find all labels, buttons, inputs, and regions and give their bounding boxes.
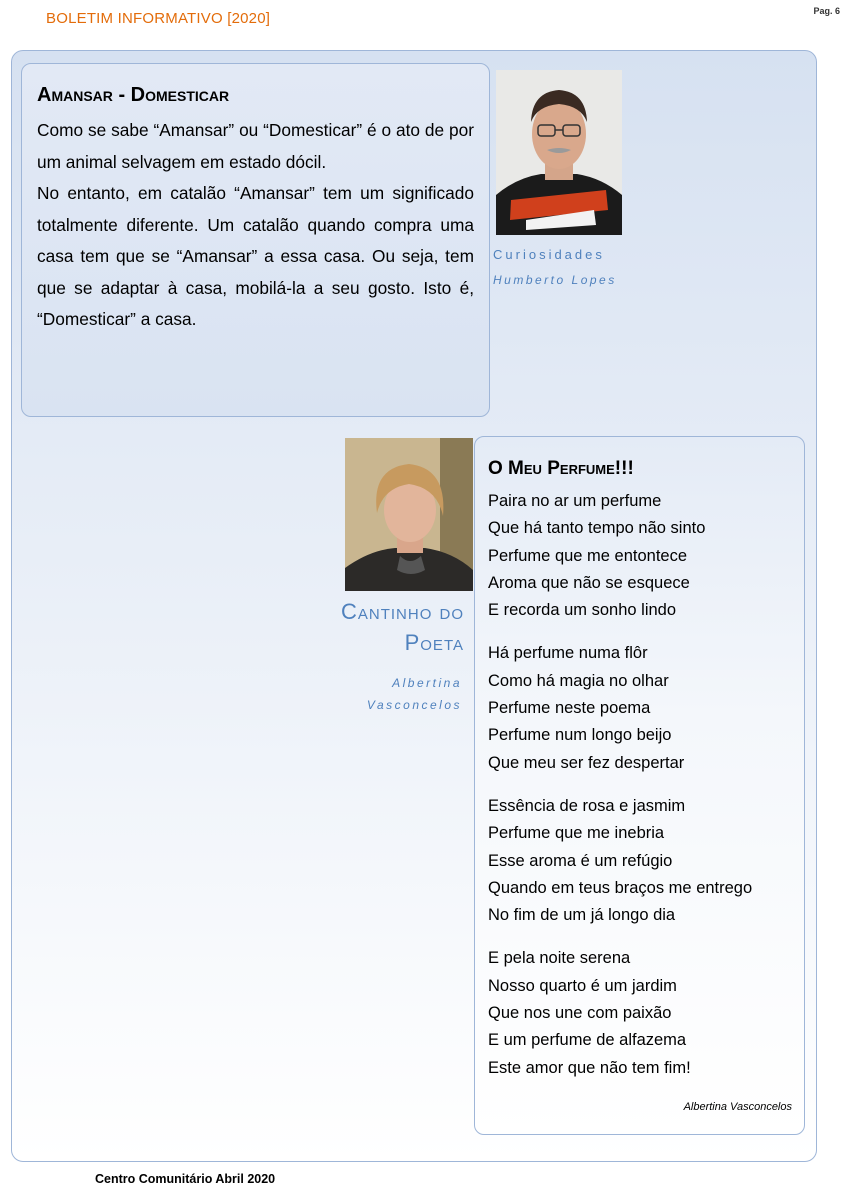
author-name-albertina-first: Albertina xyxy=(392,676,462,690)
author-name-humberto: Humberto Lopes xyxy=(493,273,617,287)
poem-line: Quando em teus braços me entrego xyxy=(488,878,753,897)
poem-signature: Albertina Vasconcelos xyxy=(683,1101,792,1113)
section-label-curiosidades: Curiosidades xyxy=(493,247,605,262)
poem-line: Como há magia no olhar xyxy=(488,671,669,690)
article-paragraph: No entanto, em catalão “Amansar” tem um significado totalmente diferente. Um catalão quando compra uma casa tem que se “Amansar” a essa casa. Ou seja, tem que se adaptar à casa, mobilá-la a seu gosto. Isto é, “Domesticar” a casa. xyxy=(37,183,474,329)
poem-line: Este amor que não tem fim! xyxy=(488,1058,691,1077)
poem-line: E um perfume de alfazema xyxy=(488,1031,687,1050)
poem-stanza xyxy=(488,488,752,624)
poem-line: Perfume que me entontece xyxy=(488,546,688,565)
newsletter-title: BOLETIM INFORMATIVO [2020] xyxy=(46,10,271,27)
poem-line: Perfume num longo beijo xyxy=(488,726,672,745)
article-title-amansar: Amansar - Domesticar xyxy=(37,84,230,106)
poem-line: Esse aroma é um refúgio xyxy=(488,851,673,870)
poem-line: Que meu ser fez despertar xyxy=(488,753,685,772)
poem-line: Há perfume numa flôr xyxy=(488,644,648,663)
poem-line: No fim de um já longo dia xyxy=(488,906,676,925)
footer-text: Centro Comunitário Abril 2020 xyxy=(95,1172,276,1186)
poem-line: Nosso quarto é um jardim xyxy=(488,976,677,995)
poem-line: E pela noite serena xyxy=(488,949,631,968)
section-label-cantinho: Cantinho do xyxy=(341,599,464,624)
article-paragraph: Como se sabe “Amansar” ou “Domesticar” é o ato de por um animal selvagem em estado dócil. xyxy=(37,120,474,172)
poem-body xyxy=(488,488,752,1098)
poem-stanza xyxy=(488,945,752,1081)
article-body-amansar xyxy=(37,115,474,336)
poem-title: O Meu Perfume!!! xyxy=(488,458,634,479)
man-portrait-image xyxy=(496,70,622,235)
page-number: Pag. 6 xyxy=(813,6,840,16)
poem-line: Que há tanto tempo não sinto xyxy=(488,519,706,538)
poem-line: Essência de rosa e jasmim xyxy=(488,796,686,815)
poem-stanza xyxy=(488,640,752,776)
woman-portrait-image xyxy=(345,438,473,591)
author-photo-humberto xyxy=(496,70,622,235)
author-photo-albertina xyxy=(345,438,473,591)
poem-stanza xyxy=(488,793,752,929)
section-label-poeta: Poeta xyxy=(404,630,464,655)
poem-line: Aroma que não se esquece xyxy=(488,573,690,592)
poem-line: Paira no ar um perfume xyxy=(488,492,662,510)
poem-line: E recorda um sonho lindo xyxy=(488,601,677,620)
poem-line: Que nos une com paixão xyxy=(488,1004,672,1023)
poem-line: Perfume que me inebria xyxy=(488,824,665,843)
author-name-albertina-last: Vasconcelos xyxy=(366,698,462,712)
poem-line: Perfume neste poema xyxy=(488,699,651,718)
